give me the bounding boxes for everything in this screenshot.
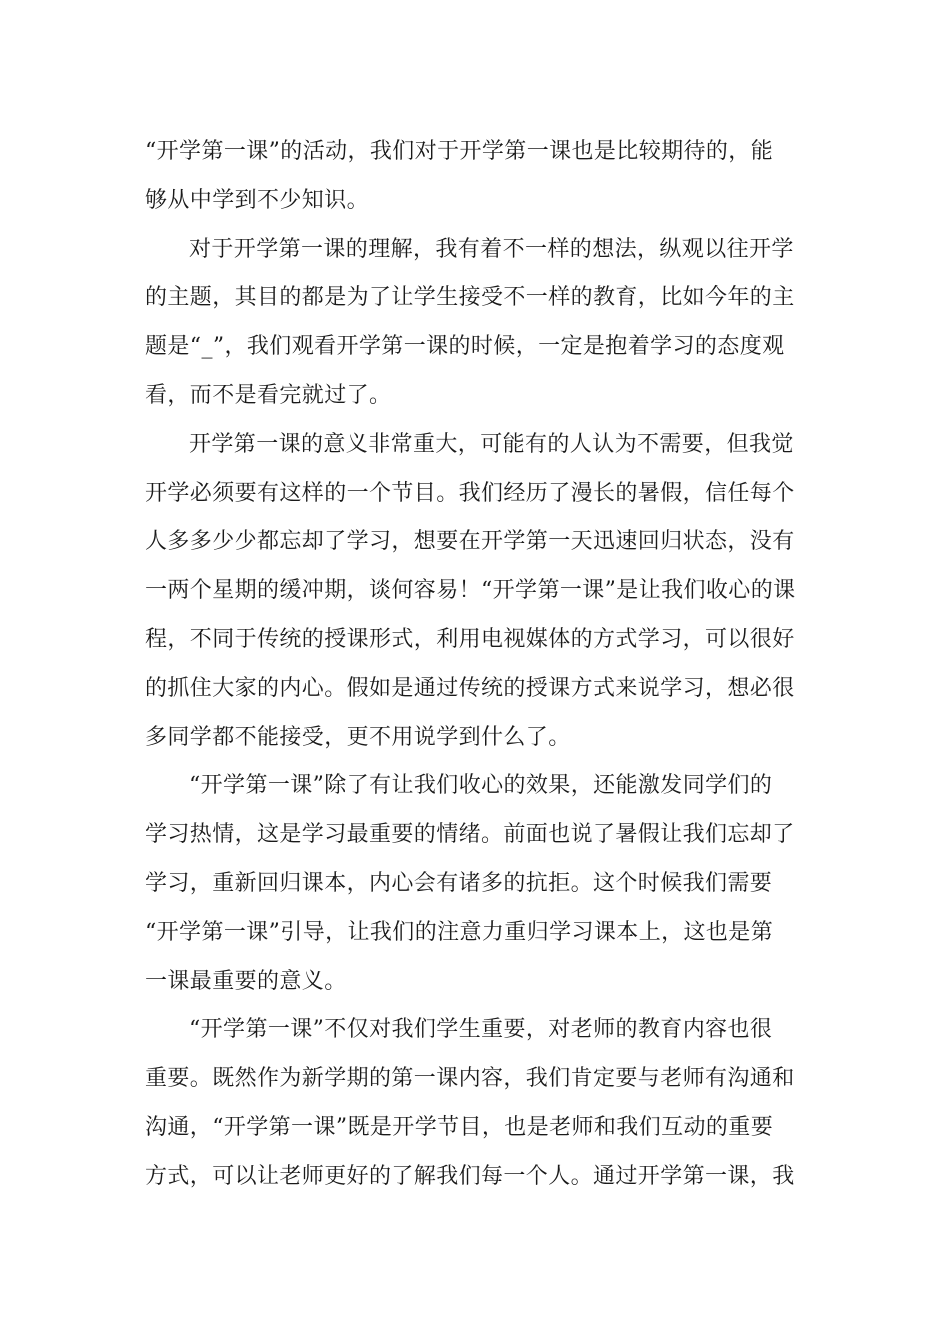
text-line: 方式，可以让老师更好的了解我们每一个人。通过开学第一课，我 xyxy=(145,1163,795,1189)
text-line: 学习热情，这是学习最重要的情绪。前面也说了暑假让我们忘却了 xyxy=(145,822,795,848)
text-line: “开学第一课”除了有让我们收心的效果，还能激发同学们的 xyxy=(189,773,773,799)
text-line: 对于开学第一课的理解，我有着不一样的想法，纵观以往开学 xyxy=(189,236,794,262)
text-line: 一课最重要的意义。 xyxy=(145,968,347,994)
text-line: 的抓住大家的内心。假如是通过传统的授课方式来说学习，想必很 xyxy=(145,675,795,701)
document-body xyxy=(145,128,807,1202)
text-line: 重要。既然作为新学期的第一课内容，我们肯定要与老师有沟通和 xyxy=(145,1066,795,1092)
paragraph-5 xyxy=(145,1006,807,1201)
text-line: 学习，重新回归课本，内心会有诸多的抗拒。这个时候我们需要 xyxy=(145,870,773,896)
text-line: “开学第一课”不仅对我们学生重要，对老师的教育内容也很 xyxy=(189,1017,773,1043)
text-line: 开学第一课的意义非常重大，可能有的人认为不需要，但我觉 xyxy=(189,431,794,457)
text-line: “开学第一课”的活动，我们对于开学第一课也是比较期待的，能 xyxy=(145,139,774,164)
paragraph-3 xyxy=(145,421,807,763)
text-line: 多同学都不能接受，更不用说学到什么了。 xyxy=(145,724,571,750)
paragraph-2 xyxy=(145,226,807,421)
text-line: 沟通，“开学第一课”既是开学节目，也是老师和我们互动的重要 xyxy=(145,1114,774,1140)
text-line: 够从中学到不少知识。 xyxy=(145,187,370,213)
text-line: 程，不同于传统的授课形式，利用电视媒体的方式学习，可以很好 xyxy=(145,626,795,652)
text-line: 题是“_”，我们观看开学第一课的时候，一定是抱着学习的态度观 xyxy=(145,334,785,360)
text-line: 一两个星期的缓冲期，谈何容易！“开学第一课”是让我们收心的课 xyxy=(145,578,796,604)
text-line: “开学第一课”引导，让我们的注意力重归学习课本上，这也是第 xyxy=(145,919,774,945)
paragraph-1 xyxy=(145,128,807,226)
text-line: 开学必须要有这样的一个节目。我们经历了漫长的暑假，信任每个 xyxy=(145,480,795,506)
text-line: 看，而不是看完就过了。 xyxy=(145,382,392,408)
text-line: 的主题，其目的都是为了让学生接受不一样的教育，比如今年的主 xyxy=(145,285,795,311)
text-line: 人多多少少都忘却了学习，想要在开学第一天迅速回归状态，没有 xyxy=(145,529,795,555)
paragraph-4 xyxy=(145,762,807,1006)
